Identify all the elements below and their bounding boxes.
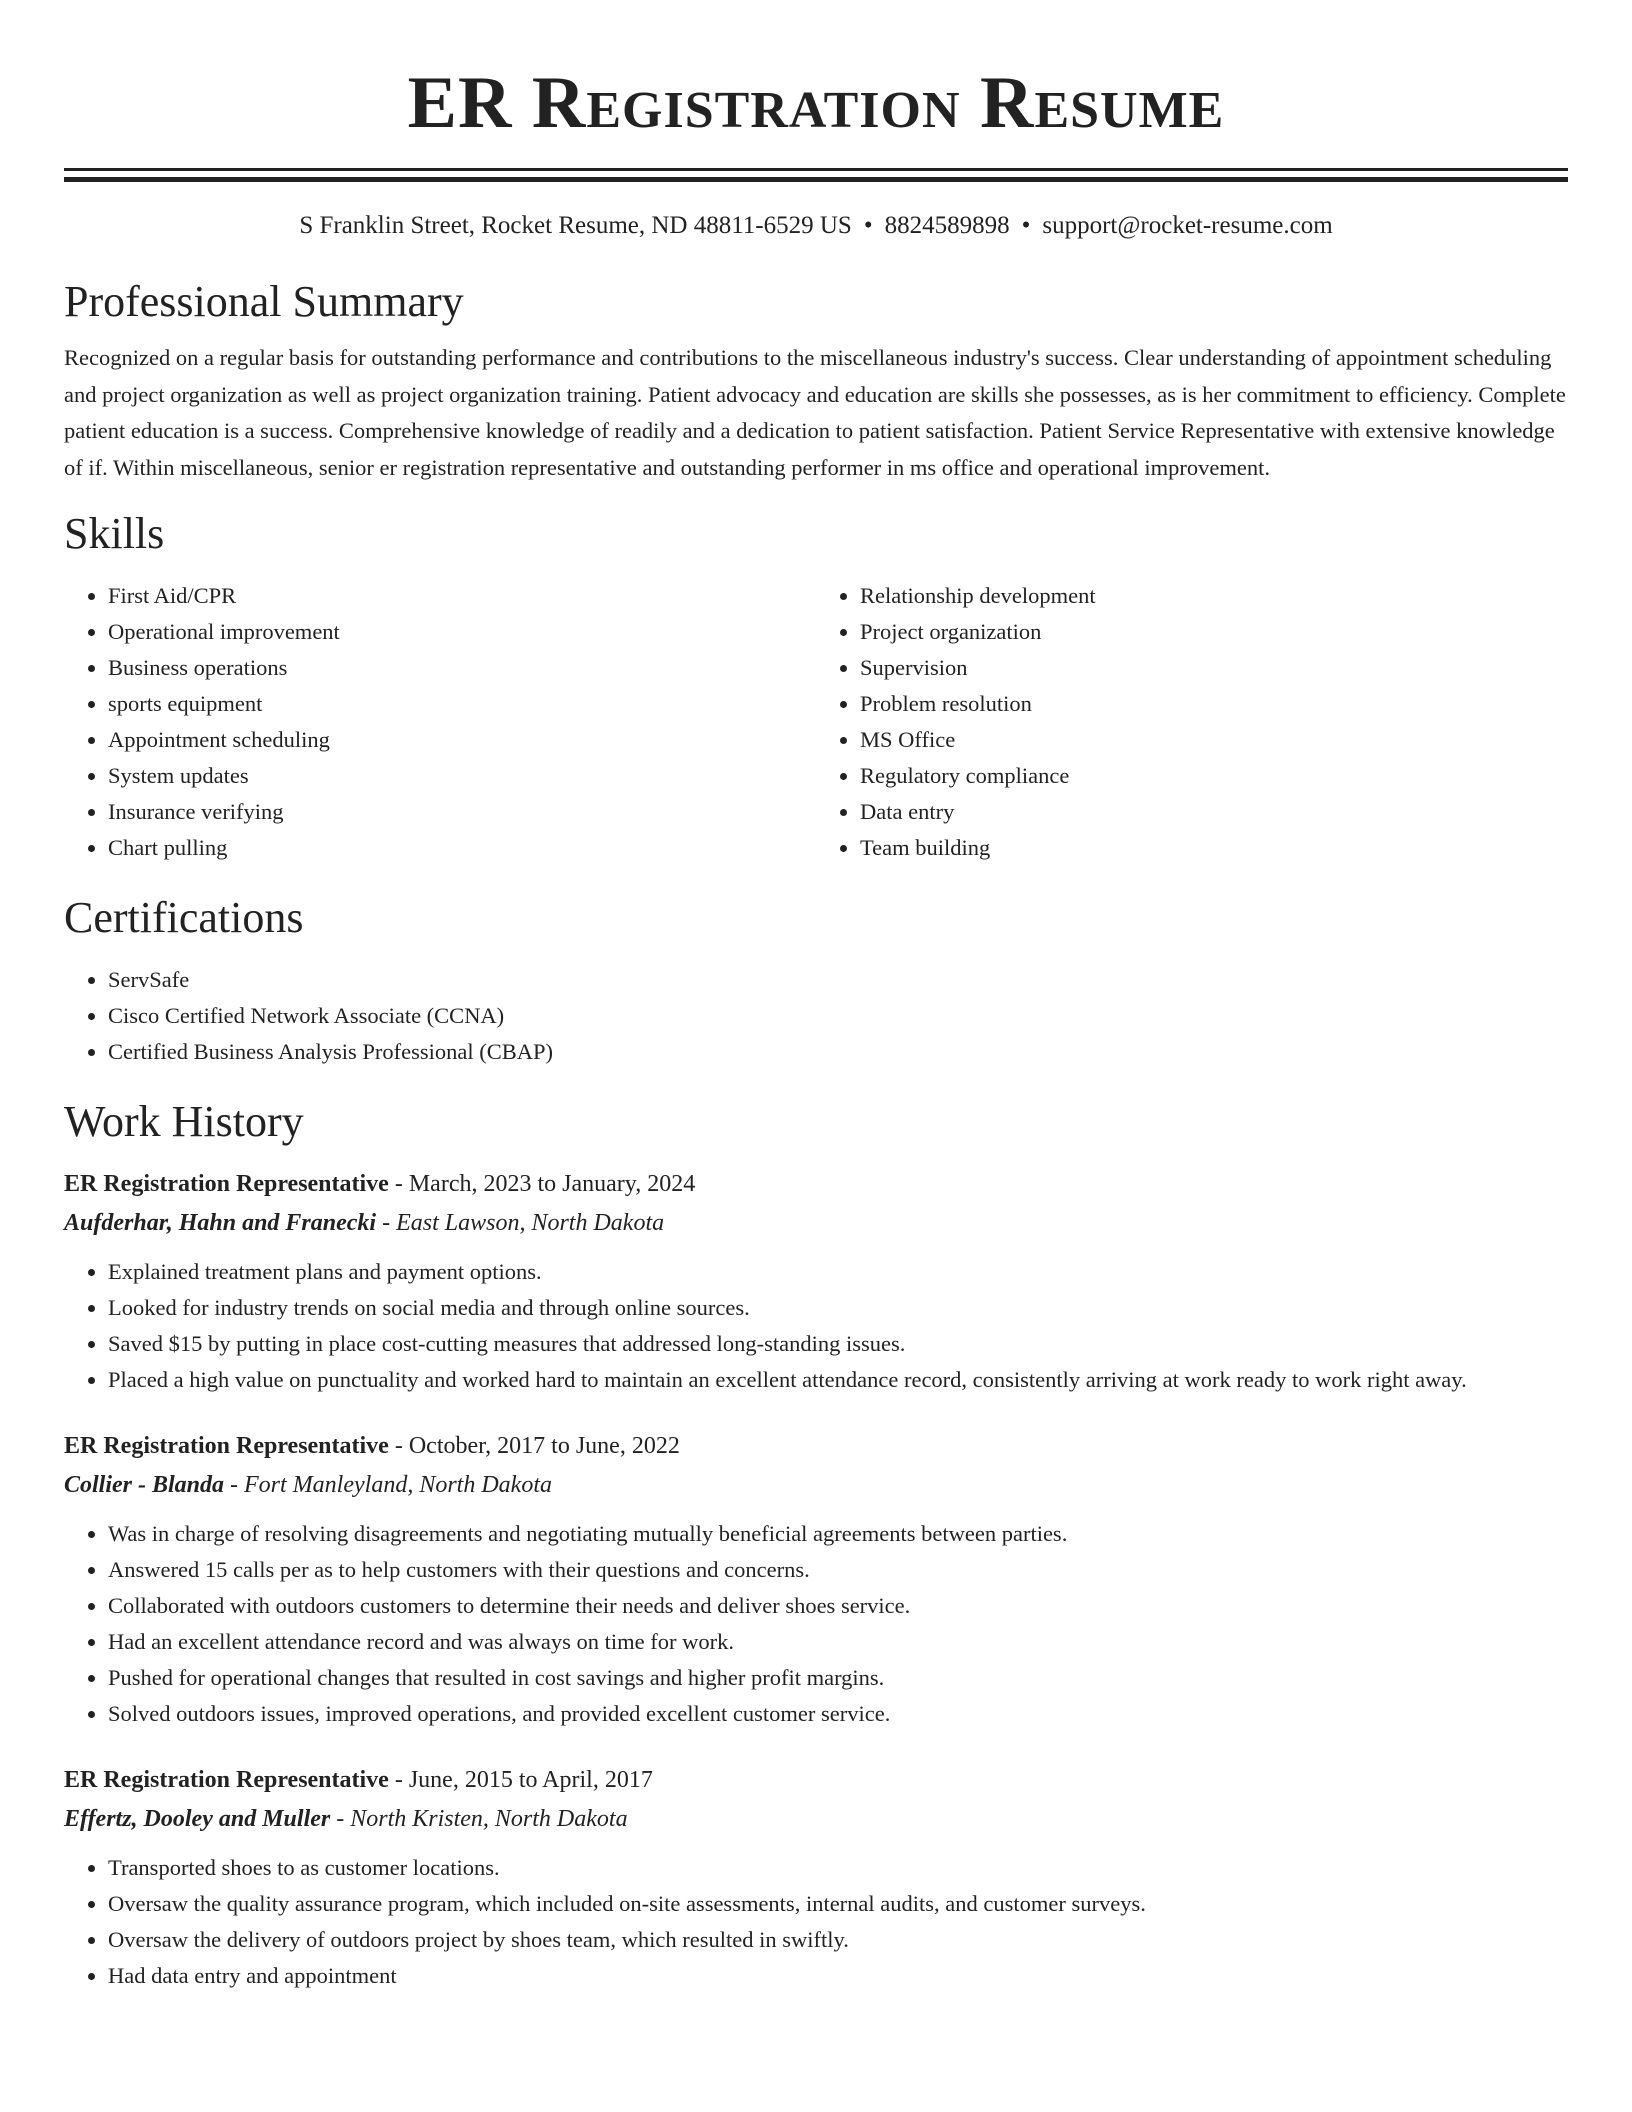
contact-separator: • bbox=[1021, 212, 1031, 239]
job-bullet: • Had an excellent attendance record and was always on time for work. bbox=[108, 1624, 1568, 1660]
page-title: ER Registration Resume bbox=[407, 62, 1225, 144]
job-bullet: • Pushed for operational changes that resulted in cost savings and higher profit margins. bbox=[108, 1660, 1568, 1696]
job-entry bbox=[64, 1760, 1568, 1994]
contact-line bbox=[64, 210, 1568, 242]
job-header bbox=[64, 1164, 1568, 1204]
job-dates: - October, 2017 to June, 2022 bbox=[388, 1433, 680, 1459]
certifications-list bbox=[64, 962, 1568, 1070]
skill-item: • Data entry bbox=[860, 794, 1568, 830]
job-bullets bbox=[64, 1254, 1568, 1398]
job-company: Effertz, Dooley and Muller bbox=[64, 1806, 331, 1832]
title-divider bbox=[64, 168, 1568, 171]
skills-list-right bbox=[816, 578, 1568, 866]
job-title: ER Registration Representative bbox=[64, 1433, 389, 1459]
skill-item: • Regulatory compliance bbox=[860, 758, 1568, 794]
skills-columns bbox=[64, 578, 1568, 866]
skill-item: • Chart pulling bbox=[108, 830, 816, 866]
job-bullet: • Explained treatment plans and payment options. bbox=[108, 1254, 1568, 1290]
summary-heading: Professional Summary bbox=[64, 277, 464, 326]
job-location: - East Lawson, North Dakota bbox=[376, 1210, 665, 1236]
job-dates: - June, 2015 to April, 2017 bbox=[388, 1767, 653, 1793]
job-company-line bbox=[64, 1204, 1568, 1242]
job-header bbox=[64, 1426, 1568, 1466]
work-history-heading: Work History bbox=[64, 1097, 304, 1146]
job-bullet: • Placed a high value on punctuality and worked hard to maintain an excellent attendance record, consistently arriving at work ready to work right away. bbox=[108, 1362, 1568, 1398]
job-bullet: • Saved $15 by putting in place cost-cutting measures that addressed long-standing issues. bbox=[108, 1326, 1568, 1362]
skill-item: • First Aid/CPR bbox=[108, 578, 816, 614]
job-bullet: • Was in charge of resolving disagreements and negotiating mutually beneficial agreements between parties. bbox=[108, 1516, 1568, 1552]
job-bullets bbox=[64, 1850, 1568, 1994]
job-title: ER Registration Representative bbox=[64, 1171, 389, 1197]
skill-item: • Team building bbox=[860, 830, 1568, 866]
job-header bbox=[64, 1760, 1568, 1800]
job-bullet: • Looked for industry trends on social media and through online sources. bbox=[108, 1290, 1568, 1326]
contact-address: S Franklin Street, Rocket Resume, ND 48811-6529 US bbox=[299, 212, 852, 239]
skills-heading: Skills bbox=[64, 509, 165, 558]
summary-text: Recognized on a regular basis for outstanding performance and contributions to the miscellaneous industry's success. Clear understanding of appointment scheduling and project organization as well as project organization training. Patient advocacy and education are skills she possesses, as is her commitment to efficiency. Complete patient education is a success. Comprehensive knowledge of readily and a dedication to patient satisfaction. Patient Service Representative with extensive knowledge of if. Within miscellaneous, senior er registration representative and outstanding performer in ms office and operational improvement. bbox=[64, 345, 1566, 480]
skill-item: • Supervision bbox=[860, 650, 1568, 686]
skill-item: • Project organization bbox=[860, 614, 1568, 650]
skill-item: • MS Office bbox=[860, 722, 1568, 758]
skill-item: • System updates bbox=[108, 758, 816, 794]
job-bullet: • Solved outdoors issues, improved operations, and provided excellent customer service. bbox=[108, 1696, 1568, 1732]
certification-item: • ServSafe bbox=[108, 962, 1568, 998]
job-company-line bbox=[64, 1466, 1568, 1504]
job-location: - North Kristen, North Dakota bbox=[330, 1806, 628, 1832]
skill-item: • Relationship development bbox=[860, 578, 1568, 614]
job-entry bbox=[64, 1164, 1568, 1398]
job-bullet: • Had data entry and appointment bbox=[108, 1958, 1568, 1994]
job-company: Collier - Blanda bbox=[64, 1472, 225, 1498]
job-title: ER Registration Representative bbox=[64, 1767, 389, 1793]
job-dates: - March, 2023 to January, 2024 bbox=[388, 1171, 696, 1197]
job-entry bbox=[64, 1426, 1568, 1732]
contact-separator: • bbox=[863, 212, 873, 239]
skill-item: • Operational improvement bbox=[108, 614, 816, 650]
certification-item: • Cisco Certified Network Associate (CCNA) bbox=[108, 998, 1568, 1034]
skill-item: • Business operations bbox=[108, 650, 816, 686]
job-bullet: • Answered 15 calls per as to help customers with their questions and concerns. bbox=[108, 1552, 1568, 1588]
skills-list-left bbox=[64, 578, 816, 866]
job-bullet: • Transported shoes to as customer locations. bbox=[108, 1850, 1568, 1886]
job-bullet: • Oversaw the delivery of outdoors project by shoes team, which resulted in swiftly. bbox=[108, 1922, 1568, 1958]
work-history-list bbox=[64, 1164, 1568, 1994]
certifications-heading: Certifications bbox=[64, 893, 304, 942]
title-divider-thick bbox=[64, 177, 1568, 182]
contact-phone: 8824589898 bbox=[884, 212, 1010, 239]
job-bullets bbox=[64, 1516, 1568, 1732]
job-location: - Fort Manleyland, North Dakota bbox=[224, 1472, 552, 1498]
job-bullet: • Collaborated with outdoors customers to determine their needs and deliver shoes service. bbox=[108, 1588, 1568, 1624]
skill-item: • Insurance verifying bbox=[108, 794, 816, 830]
skill-item: • Problem resolution bbox=[860, 686, 1568, 722]
job-company: Aufderhar, Hahn and Franecki bbox=[64, 1210, 377, 1236]
contact-email: support@rocket-resume.com bbox=[1042, 212, 1333, 239]
certification-item: • Certified Business Analysis Professional (CBAP) bbox=[108, 1034, 1568, 1070]
job-company-line bbox=[64, 1800, 1568, 1838]
job-bullet: • Oversaw the quality assurance program, which included on-site assessments, internal audits, and customer surveys. bbox=[108, 1886, 1568, 1922]
skill-item: • sports equipment bbox=[108, 686, 816, 722]
skill-item: • Appointment scheduling bbox=[108, 722, 816, 758]
